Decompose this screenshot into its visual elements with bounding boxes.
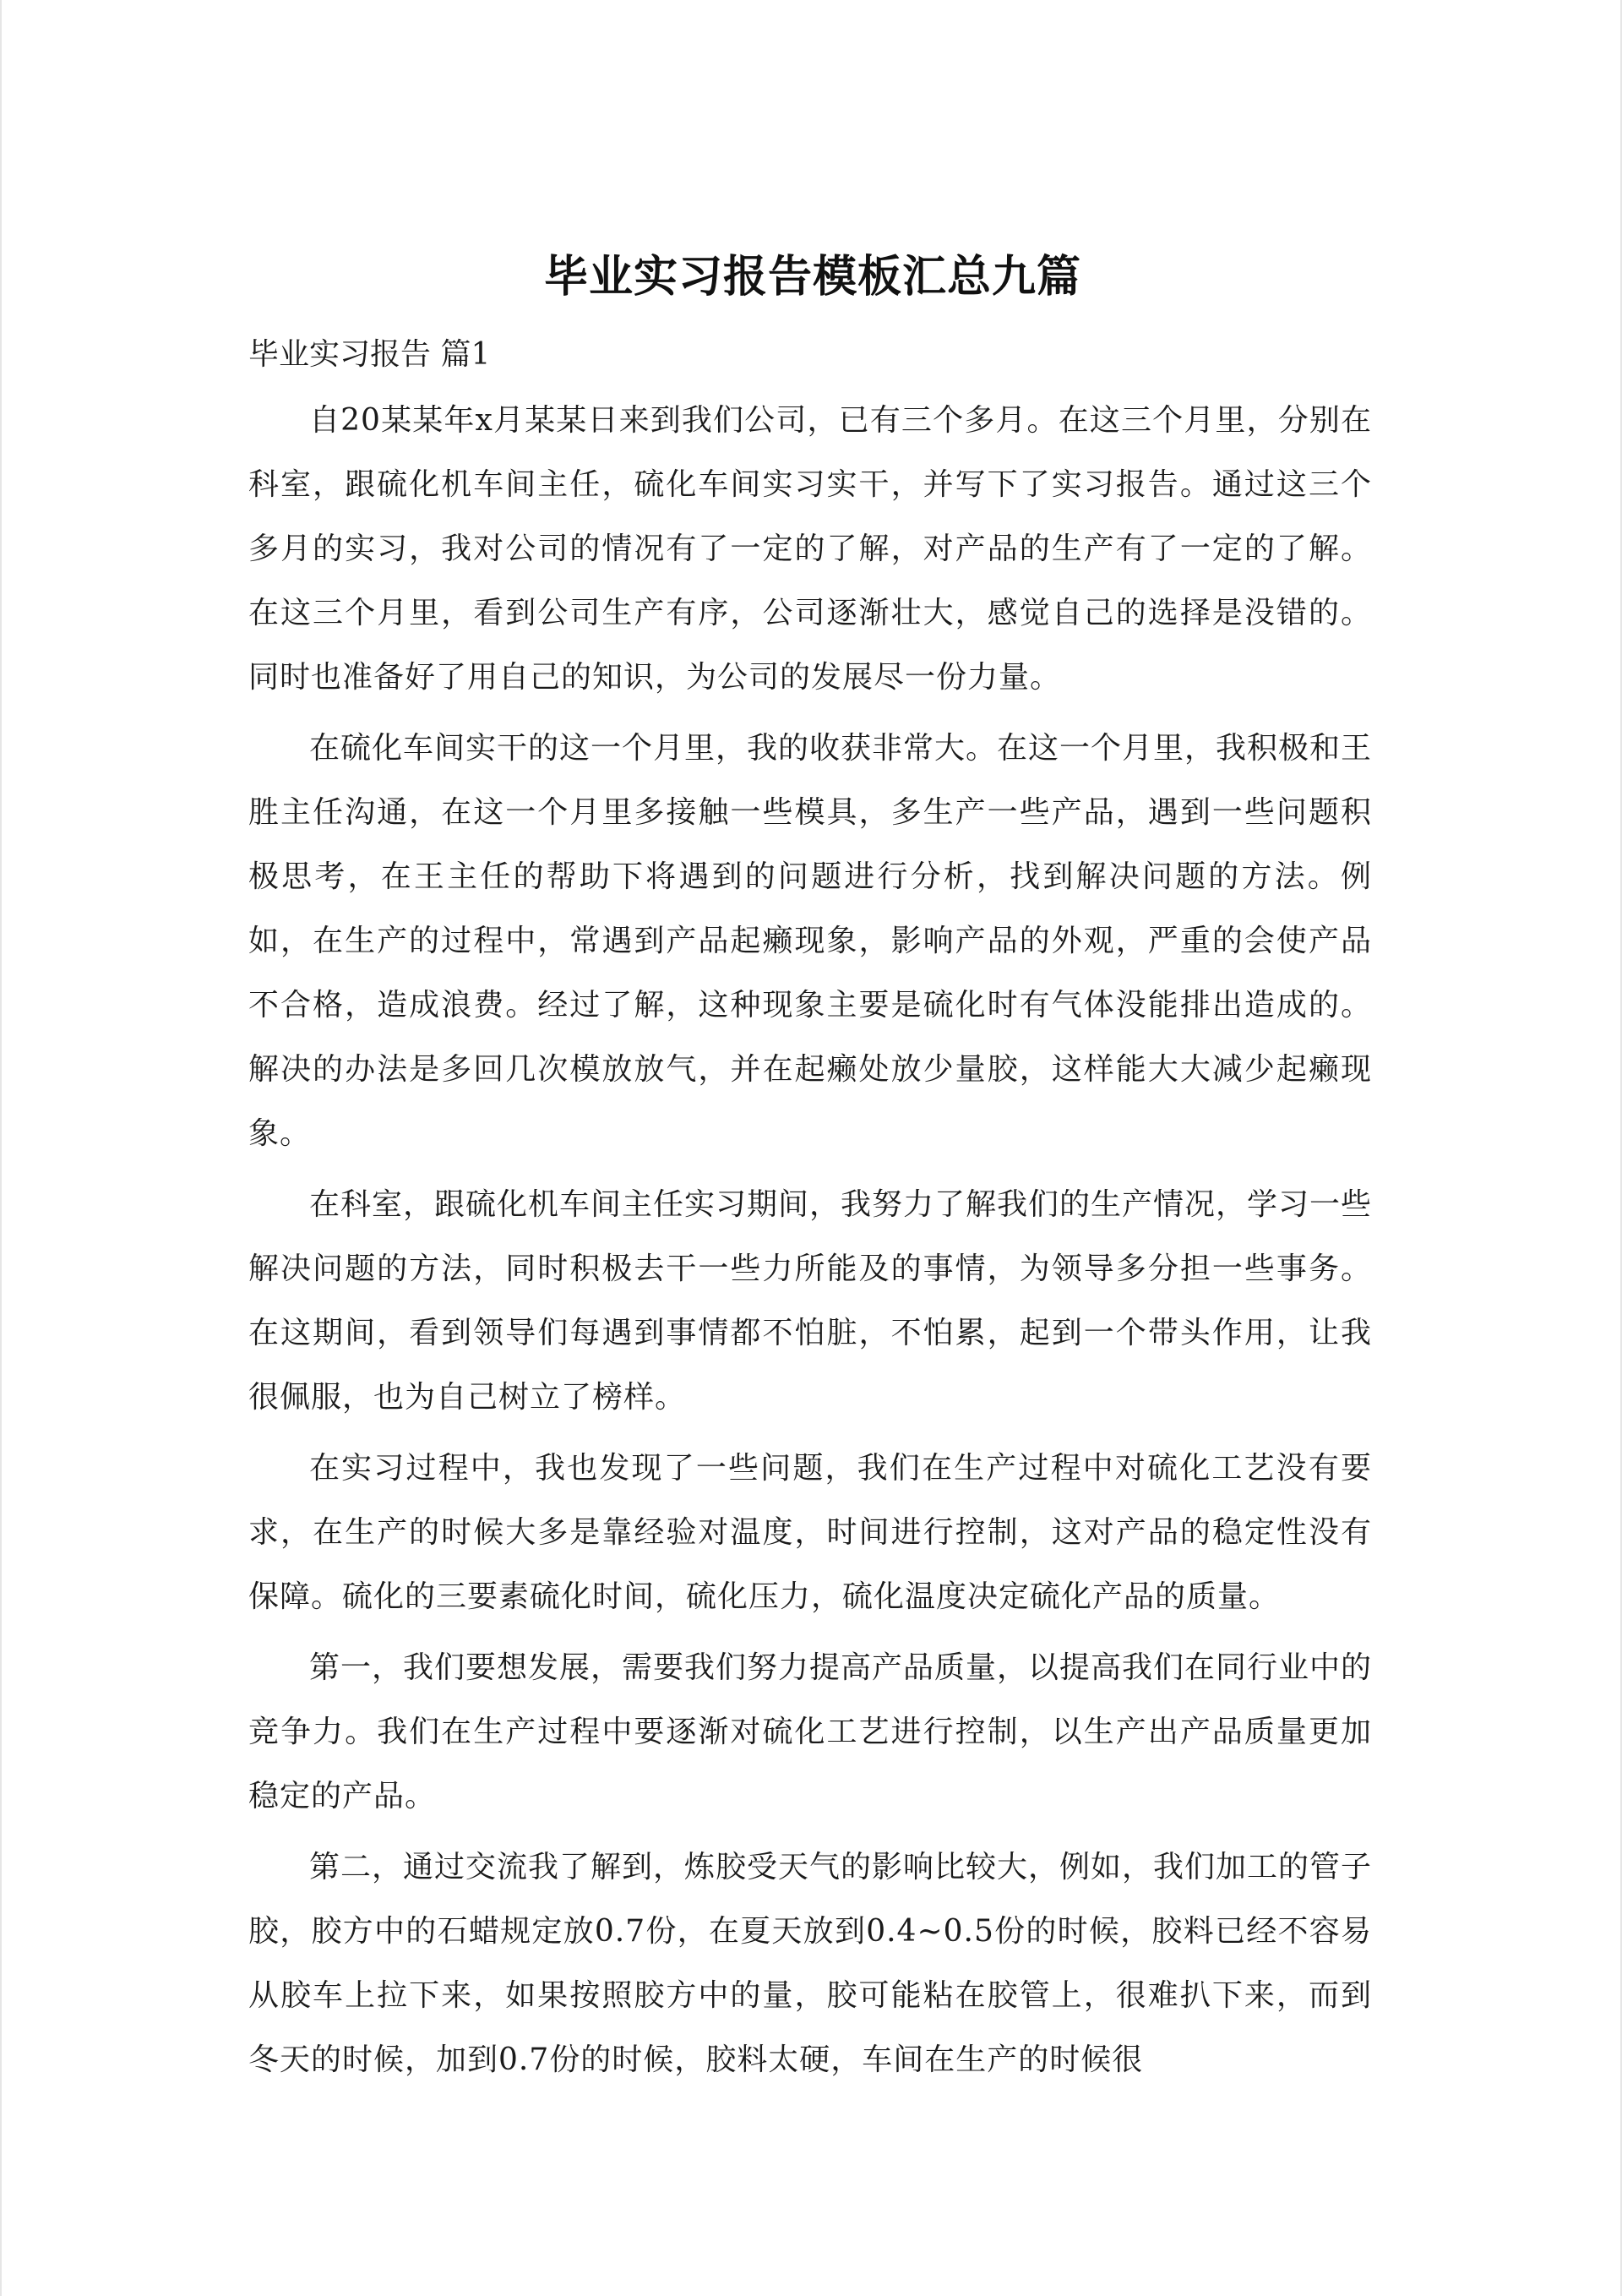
section-heading: 毕业实习报告 篇1: [248, 337, 491, 372]
paragraph: 在硫化车间实干的这一个月里，我的收获非常大。在这一个月里，我积极和王胜主任沟通，在这一个月里多接触一些模具，多生产一些产品，遇到一些问题积极思考，在王主任的帮助下将遇到的问题进行分析，找到解决问题的方法。例如，在生产的过程中，常遇到产品起癞现象，影响产品的外观，严重的会使产品不合格，造成浪费。经过了解，这种现象主要是硫化时有气体没能排出造成的。解决的办法是多回几次模放放气，并在起癞处放少量胶，这样能大大减少起癞现象。: [248, 731, 1373, 1151]
document-body: [248, 328, 1372, 2092]
paragraph: 在实习过程中，我也发现了一些问题，我们在生产过程中对硫化工艺没有要求，在生产的时候大多是靠经验对温度，时间进行控制，这对产品的稳定性没有保障。硫化的三要素硫化时间，硫化压力，硫化温度决定硫化产品的质量。: [248, 1451, 1372, 1614]
paragraph: 自20某某年x月某某日来到我们公司，已有三个多月。在这三个月里，分别在科室，跟硫化机车间主任，硫化车间实习实干，并写下了实习报告。通过这三个多月的实习，我对公司的情况有了一定的了解，对产品的生产有了一定的了解。在这三个月里，看到公司生产有序，公司逐渐壮大，感觉自己的选择是没错的。同时也准备好了用自己的知识，为公司的发展尽一份力量。: [248, 403, 1372, 695]
paragraph: 第二，通过交流我了解到，炼胶受天气的影响比较大，例如，我们加工的管子胶，胶方中的石蜡规定放0.7份，在夏天放到0.4~0.5份的时候，胶料已经不容易从胶车上拉下来，如果按照胶方中的量，胶可能粘在胶管上，很难扒下来，而到冬天的时候，加到0.7份的时候，胶料太硬，车间在生产的时候很: [248, 1850, 1373, 2077]
paragraph: 在科室，跟硫化机车间主任实习期间，我努力了解我们的生产情况，学习一些解决问题的方法，同时积极去干一些力所能及的事情，为领导多分担一些事务。在这期间，看到领导们每遇到事情都不怕脏，不怕累，起到一个带头作用，让我很佩服，也为自己树立了榜样。: [248, 1187, 1373, 1415]
document-title: 毕业实习报告模板汇总九篇: [543, 252, 1081, 303]
paragraph: 第一，我们要想发展，需要我们努力提高产品质量，以提高我们在同行业中的竞争力。我们在生产过程中要逐渐对硫化工艺进行控制，以生产出产品质量更加稳定的产品。: [248, 1650, 1373, 1813]
